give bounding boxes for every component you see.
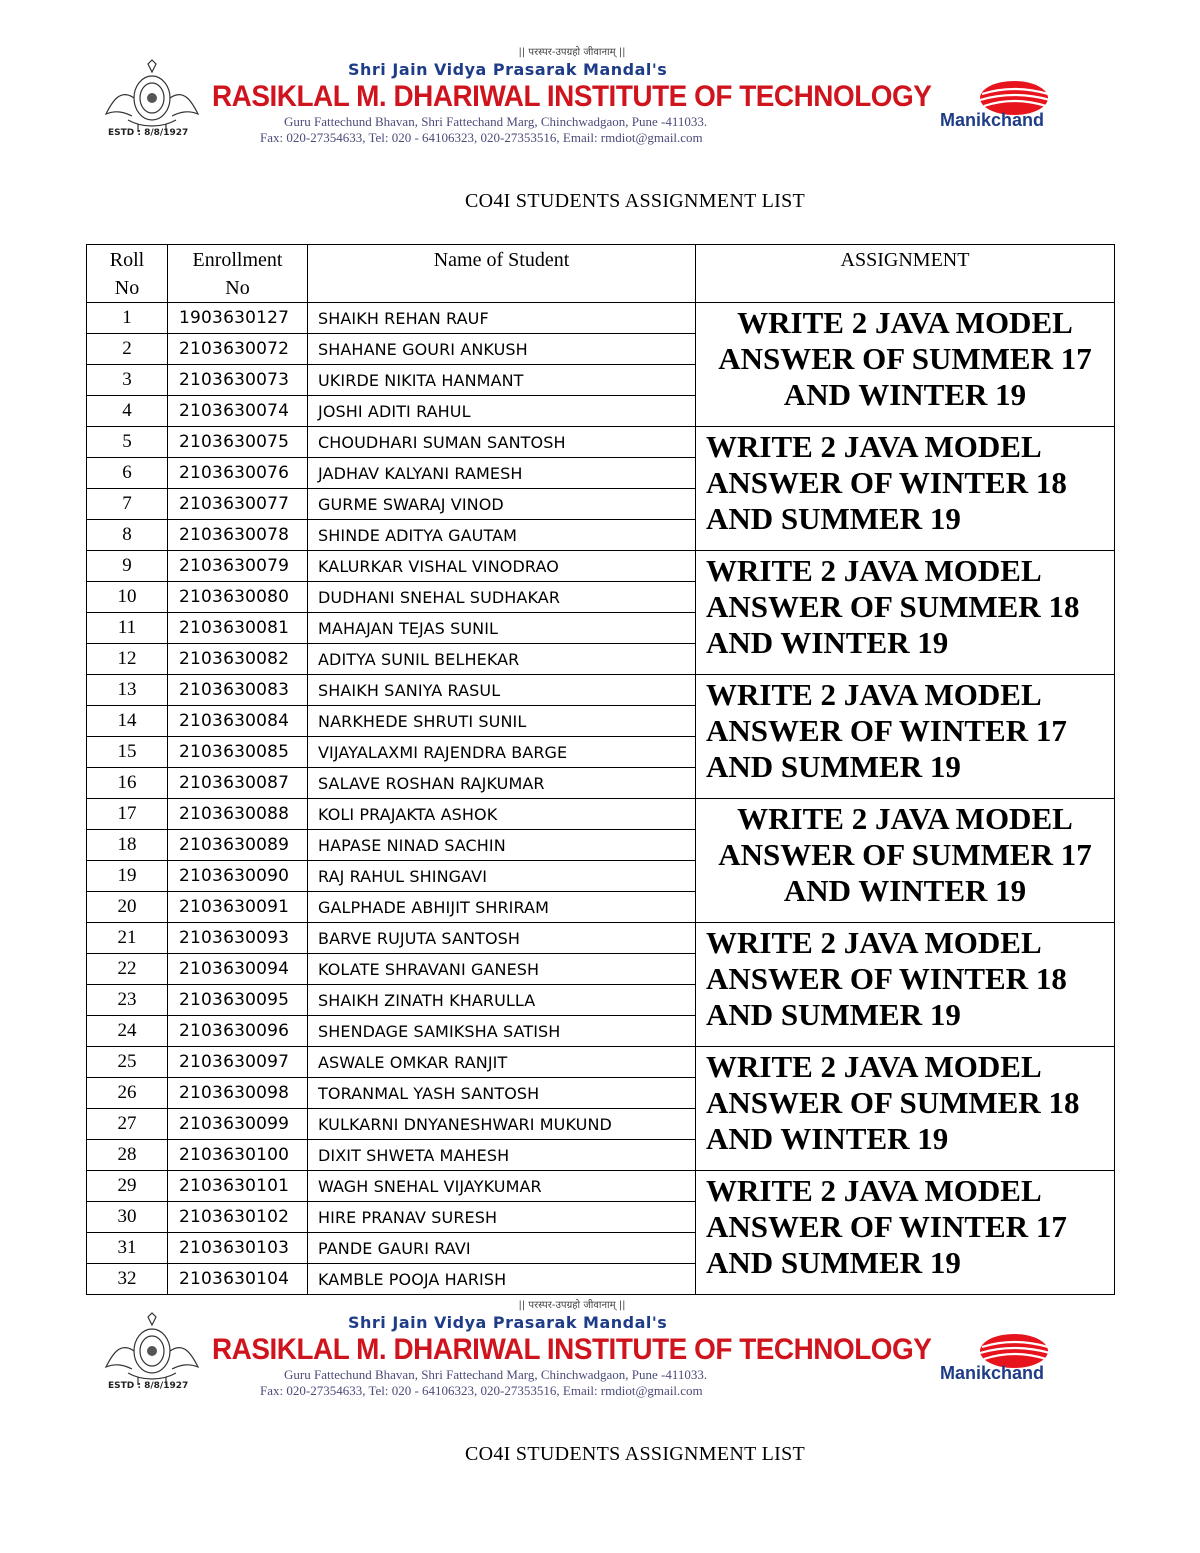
student-name-cell: MAHAJAN TEJAS SUNIL (308, 613, 696, 644)
roll-cell: 9 (87, 551, 168, 582)
enrollment-cell: 2103630091 (168, 892, 308, 923)
enrollment-cell: 2103630073 (168, 365, 308, 396)
roll-cell: 31 (87, 1233, 168, 1264)
mandal-name: Shri Jain Vidya Prasarak Mandal's (348, 60, 668, 79)
assignment-cell (696, 303, 1115, 427)
enrollment-cell: 2103630090 (168, 861, 308, 892)
enrollment-cell: 2103630080 (168, 582, 308, 613)
roll-cell: 20 (87, 892, 168, 923)
assignment-text: WRITE 2 JAVA MODEL ANSWER OF WINTER 18 AND SUMMER 19 (706, 429, 1067, 536)
table-header-row (87, 245, 1115, 303)
enrollment-cell: 2103630078 (168, 520, 308, 551)
estd-label: ESTD : 8/8/1927 (108, 1381, 189, 1391)
assignment-table (86, 244, 1115, 1295)
enrollment-cell: 2103630097 (168, 1047, 308, 1078)
estd-label: ESTD : 8/8/1927 (108, 128, 189, 138)
student-name-cell: SHAIKH REHAN RAUF (308, 303, 696, 334)
header-name: Name of Student (308, 245, 696, 303)
roll-cell: 16 (87, 768, 168, 799)
student-name-cell: JOSHI ADITI RAHUL (308, 396, 696, 427)
header-enrollment: Enrollment No (168, 245, 308, 303)
institute-contact: Fax: 020-27354633, Tel: 020 - 64106323, 020-27353516, Email: rmdiot@gmail.com (260, 130, 703, 145)
enrollment-cell: 2103630095 (168, 985, 308, 1016)
student-name-cell: JADHAV KALYANI RAMESH (308, 458, 696, 489)
roll-cell: 12 (87, 644, 168, 675)
roll-cell: 7 (87, 489, 168, 520)
enrollment-cell: 2103630088 (168, 799, 308, 830)
student-name-cell: GALPHADE ABHIJIT SHRIRAM (308, 892, 696, 923)
enrollment-cell: 2103630098 (168, 1078, 308, 1109)
assignment-cell (696, 1047, 1115, 1171)
institute-contact: Fax: 020-27354633, Tel: 020 - 64106323, 020-27353516, Email: rmdiot@gmail.com (260, 1383, 703, 1398)
enrollment-cell: 2103630083 (168, 675, 308, 706)
enrollment-cell: 2103630085 (168, 737, 308, 768)
letterhead-motto: || परस्पर-उपग्रहो जीवानाम् || (518, 1300, 626, 1311)
letterhead-bottom (100, 1297, 1100, 1397)
roll-cell: 21 (87, 923, 168, 954)
roll-cell: 25 (87, 1047, 168, 1078)
roll-cell: 29 (87, 1171, 168, 1202)
student-name-cell: KULKARNI DNYANESHWARI MUKUND (308, 1109, 696, 1140)
roll-cell: 2 (87, 334, 168, 365)
roll-cell: 6 (87, 458, 168, 489)
student-name-cell: KOLATE SHRAVANI GANESH (308, 954, 696, 985)
assignment-text: WRITE 2 JAVA MODEL ANSWER OF WINTER 17 AND SUMMER 19 (706, 1173, 1067, 1280)
student-name-cell: KALURKAR VISHAL VINODRAO (308, 551, 696, 582)
enrollment-cell: 1903630127 (168, 303, 308, 334)
enrollment-cell: 2103630081 (168, 613, 308, 644)
assignment-cell (696, 1171, 1115, 1295)
roll-cell: 26 (87, 1078, 168, 1109)
assignment-text: WRITE 2 JAVA MODEL ANSWER OF SUMMER 17 AND WINTER 19 (718, 801, 1092, 908)
student-name-cell: SHAIKH ZINATH KHARULLA (308, 985, 696, 1016)
student-name-cell: NARKHEDE SHRUTI SUNIL (308, 706, 696, 737)
roll-cell: 14 (87, 706, 168, 737)
table-row (87, 1047, 1115, 1078)
institute-name: RASIKLAL M. DHARIWAL INSTITUTE OF TECHNOLOGY (212, 80, 932, 113)
header-assignment: ASSIGNMENT (696, 245, 1115, 303)
roll-cell: 30 (87, 1202, 168, 1233)
student-name-cell: WAGH SNEHAL VIJAYKUMAR (308, 1171, 696, 1202)
institute-name: RASIKLAL M. DHARIWAL INSTITUTE OF TECHNOLOGY (212, 1333, 932, 1366)
student-name-cell: KAMBLE POOJA HARISH (308, 1264, 696, 1295)
table-row (87, 427, 1115, 458)
mandal-name: Shri Jain Vidya Prasarak Mandal's (348, 1313, 668, 1332)
document-title: CO4I STUDENTS ASSIGNMENT LIST (464, 190, 806, 212)
student-name-cell: ASWALE OMKAR RANJIT (308, 1047, 696, 1078)
table-row (87, 675, 1115, 706)
roll-cell: 3 (87, 365, 168, 396)
table-row (87, 551, 1115, 582)
student-name-cell: BARVE RUJUTA SANTOSH (308, 923, 696, 954)
student-name-cell: DIXIT SHWETA MAHESH (308, 1140, 696, 1171)
assignment-text: WRITE 2 JAVA MODEL ANSWER OF WINTER 17 AND SUMMER 19 (706, 677, 1067, 784)
roll-cell: 19 (87, 861, 168, 892)
roll-cell: 5 (87, 427, 168, 458)
assignment-cell (696, 675, 1115, 799)
enrollment-cell: 2103630099 (168, 1109, 308, 1140)
enrollment-cell: 2103630094 (168, 954, 308, 985)
letterhead-top (100, 44, 1100, 144)
roll-cell: 17 (87, 799, 168, 830)
student-name-cell: SHAHANE GOURI ANKUSH (308, 334, 696, 365)
table-row (87, 303, 1115, 334)
assignment-text: WRITE 2 JAVA MODEL ANSWER OF WINTER 18 AND SUMMER 19 (706, 925, 1067, 1032)
student-name-cell: KOLI PRAJAKTA ASHOK (308, 799, 696, 830)
enrollment-cell: 2103630093 (168, 923, 308, 954)
student-name-cell: HIRE PRANAV SURESH (308, 1202, 696, 1233)
enrollment-cell: 2103630100 (168, 1140, 308, 1171)
enrollment-cell: 2103630079 (168, 551, 308, 582)
enrollment-cell: 2103630072 (168, 334, 308, 365)
roll-cell: 8 (87, 520, 168, 551)
enrollment-cell: 2103630089 (168, 830, 308, 861)
roll-cell: 13 (87, 675, 168, 706)
assignment-cell (696, 799, 1115, 923)
roll-cell: 23 (87, 985, 168, 1016)
student-name-cell: SALAVE ROSHAN RAJKUMAR (308, 768, 696, 799)
institute-address: Guru Fattechund Bhavan, Shri Fattechand Marg, Chinchwadgaon, Pune -411033. (284, 1367, 708, 1382)
enrollment-cell: 2103630104 (168, 1264, 308, 1295)
assignment-text: WRITE 2 JAVA MODEL ANSWER OF SUMMER 18 AND WINTER 19 (706, 1049, 1080, 1156)
sponsor-name: Manikchand (940, 110, 1045, 130)
student-name-cell: GURME SWARAJ VINOD (308, 489, 696, 520)
sponsor-name: Manikchand (940, 1363, 1045, 1383)
enrollment-cell: 2103630076 (168, 458, 308, 489)
document-title-repeat: CO4I STUDENTS ASSIGNMENT LIST (464, 1443, 806, 1465)
roll-cell: 24 (87, 1016, 168, 1047)
enrollment-cell: 2103630075 (168, 427, 308, 458)
roll-cell: 4 (87, 396, 168, 427)
table-row (87, 799, 1115, 830)
student-name-cell: CHOUDHARI SUMAN SANTOSH (308, 427, 696, 458)
enrollment-cell: 2103630074 (168, 396, 308, 427)
student-name-cell: ADITYA SUNIL BELHEKAR (308, 644, 696, 675)
roll-cell: 18 (87, 830, 168, 861)
table-row (87, 923, 1115, 954)
student-name-cell: SHAIKH SANIYA RASUL (308, 675, 696, 706)
assignment-text: WRITE 2 JAVA MODEL ANSWER OF SUMMER 17 AND WINTER 19 (718, 305, 1092, 412)
student-name-cell: PANDE GAURI RAVI (308, 1233, 696, 1264)
student-name-cell: DUDHANI SNEHAL SUDHAKAR (308, 582, 696, 613)
header-roll: Roll No (87, 245, 168, 303)
table-row (87, 1171, 1115, 1202)
roll-cell: 15 (87, 737, 168, 768)
student-name-cell: HAPASE NINAD SACHIN (308, 830, 696, 861)
student-name-cell: TORANMAL YASH SANTOSH (308, 1078, 696, 1109)
student-name-cell: SHINDE ADITYA GAUTAM (308, 520, 696, 551)
assignment-text: WRITE 2 JAVA MODEL ANSWER OF SUMMER 18 AND WINTER 19 (706, 553, 1080, 660)
letterhead-motto: || परस्पर-उपग्रहो जीवानाम् || (518, 47, 626, 58)
enrollment-cell: 2103630084 (168, 706, 308, 737)
roll-cell: 32 (87, 1264, 168, 1295)
roll-cell: 22 (87, 954, 168, 985)
assignment-cell (696, 427, 1115, 551)
enrollment-cell: 2103630077 (168, 489, 308, 520)
student-name-cell: SHENDAGE SAMIKSHA SATISH (308, 1016, 696, 1047)
student-name-cell: UKIRDE NIKITA HANMANT (308, 365, 696, 396)
student-name-cell: RAJ RAHUL SHINGAVI (308, 861, 696, 892)
enrollment-cell: 2103630101 (168, 1171, 308, 1202)
enrollment-cell: 2103630103 (168, 1233, 308, 1264)
enrollment-cell: 2103630087 (168, 768, 308, 799)
roll-cell: 10 (87, 582, 168, 613)
institute-address: Guru Fattechund Bhavan, Shri Fattechand Marg, Chinchwadgaon, Pune -411033. (284, 114, 708, 129)
assignment-cell (696, 551, 1115, 675)
enrollment-cell: 2103630096 (168, 1016, 308, 1047)
assignment-cell (696, 923, 1115, 1047)
roll-cell: 27 (87, 1109, 168, 1140)
roll-cell: 28 (87, 1140, 168, 1171)
enrollment-cell: 2103630082 (168, 644, 308, 675)
enrollment-cell: 2103630102 (168, 1202, 308, 1233)
roll-cell: 1 (87, 303, 168, 334)
roll-cell: 11 (87, 613, 168, 644)
student-name-cell: VIJAYALAXMI RAJENDRA BARGE (308, 737, 696, 768)
